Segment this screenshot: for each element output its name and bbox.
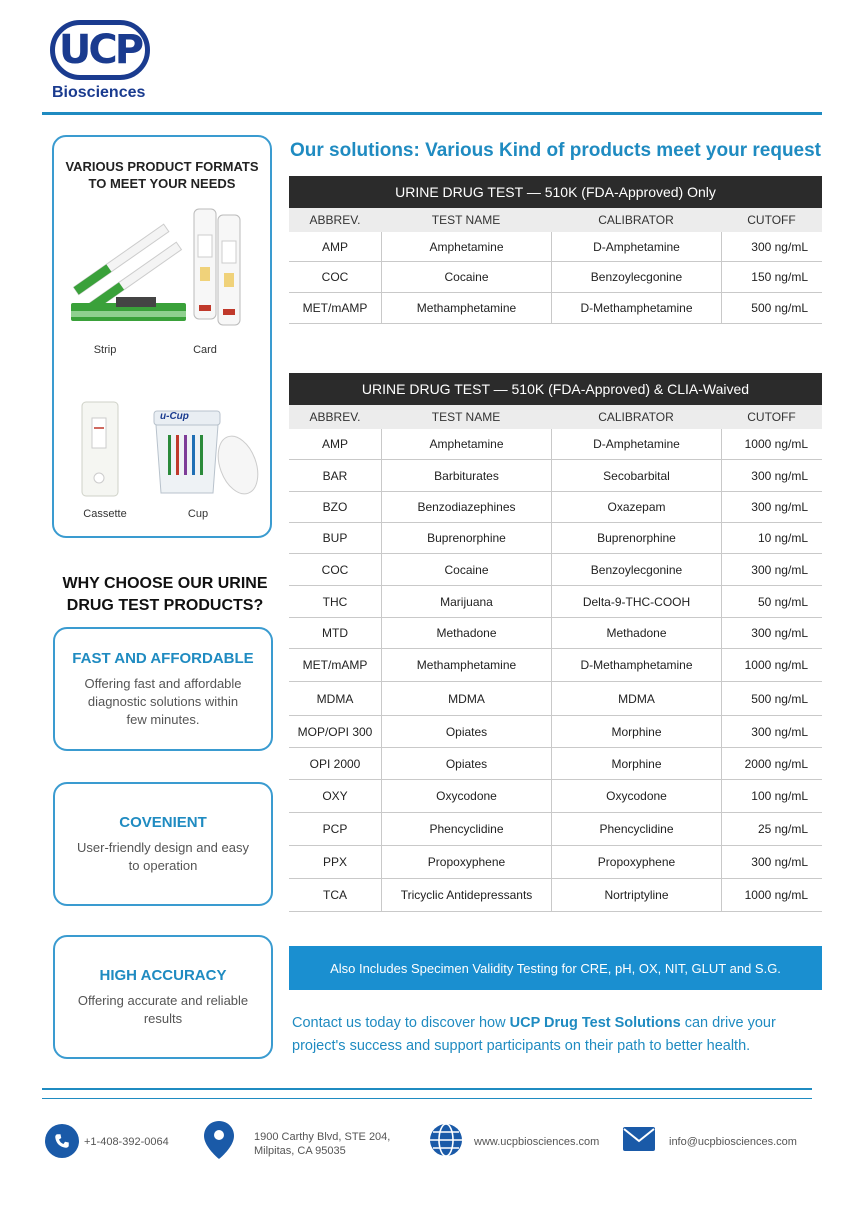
cell-calibrator: D-Amphetamine [551, 429, 721, 459]
logo-mark-text: UCP [58, 27, 142, 73]
cell-test-name: Marijuana [381, 586, 551, 617]
cell-abbrev: COC [321, 270, 349, 284]
table-row [289, 523, 822, 554]
logo-subtitle: Biosciences [52, 84, 146, 101]
table-row [289, 780, 822, 813]
footer-rule [42, 1088, 812, 1090]
footer-phone[interactable]: +1-408-392-0064 [84, 1136, 169, 1148]
cell-cutoff: 100 ng/mL [721, 780, 822, 812]
footer-email[interactable]: info@ucpbiosciences.com [669, 1136, 797, 1148]
feature-text: Offering accurate and reliable results [77, 992, 249, 1026]
cell-cutoff: 1000 ng/mL [721, 649, 822, 681]
cell-test-name: MDMA [381, 682, 551, 715]
cell-calibrator: Morphine [551, 716, 721, 747]
feature-card-accuracy [53, 935, 273, 1059]
cell-cutoff: 10 ng/mL [721, 523, 822, 553]
cell-cutoff: 25 ng/mL [721, 813, 822, 845]
table-row [289, 846, 822, 879]
table-row [289, 293, 822, 324]
cell-abbrev: BAR [322, 468, 348, 483]
cell-calibrator: Buprenorphine [551, 523, 721, 553]
table-body [289, 232, 822, 324]
cell-abbrev: MET/mAMP [302, 301, 368, 315]
location-icon [202, 1120, 236, 1165]
cell-test-name: Amphetamine [381, 429, 551, 459]
globe-icon [428, 1122, 464, 1163]
cell-abbrev: PPX [322, 855, 347, 869]
cell-cutoff: 300 ng/mL [721, 492, 822, 522]
cell-test-name: Barbiturates [381, 460, 551, 491]
table-row [289, 813, 822, 846]
table-row [289, 554, 822, 586]
formats-title-line1: VARIOUS PRODUCT FORMATS [65, 159, 259, 174]
cell-abbrev: COC [321, 562, 349, 577]
table-row [289, 429, 822, 460]
table-510k-clia [289, 373, 822, 912]
cell-test-name: Cocaine [381, 262, 551, 292]
phone-icon [45, 1124, 79, 1158]
table-row [289, 618, 822, 649]
cell-test-name: Tricyclic Antidepressants [381, 879, 551, 911]
table-row [289, 748, 822, 780]
cell-calibrator: Oxycodone [551, 780, 721, 812]
feature-title: HIGH ACCURACY [99, 966, 227, 984]
col-calibrator: CALIBRATOR [598, 410, 674, 424]
col-abbrev: ABBREV. [309, 213, 361, 227]
table-row [289, 586, 822, 618]
cell-cutoff: 300 ng/mL [721, 460, 822, 491]
cell-abbrev: MDMA [316, 691, 354, 706]
cell-calibrator: Benzoylecgonine [551, 262, 721, 292]
solutions-title: Our solutions: Various Kind of products meet your request [290, 140, 822, 161]
feature-text: Offering fast and affordable diagnostic solutions within few minutes. [84, 675, 242, 727]
table-row [289, 460, 822, 492]
why-choose-heading [40, 573, 290, 617]
strip-image [66, 215, 191, 330]
cell-abbrev: AMP [321, 437, 348, 451]
col-abbrev: ABBREV. [309, 410, 361, 424]
cell-abbrev: PCP [322, 822, 348, 836]
cell-cutoff: 300 ng/mL [721, 232, 822, 261]
table-row [289, 879, 822, 912]
cell-cutoff: 300 ng/mL [721, 846, 822, 878]
feature-card-fast [53, 627, 273, 751]
cell-abbrev: TCA [323, 888, 347, 902]
cell-test-name: Propoxyphene [381, 846, 551, 878]
product-formats-title [52, 158, 272, 192]
cell-calibrator: Propoxyphene [551, 846, 721, 878]
table-title: URINE DRUG TEST — 510K (FDA-Approved) Only [289, 176, 822, 208]
col-test-name: TEST NAME [431, 410, 501, 424]
table-row [289, 492, 822, 523]
strip-label: Strip [93, 344, 117, 356]
cell-test-name: Methamphetamine [381, 293, 551, 323]
cell-test-name: Benzodiazephines [381, 492, 551, 522]
cell-abbrev: MOP/OPI 300 [297, 724, 373, 739]
col-test-name: TEST NAME [431, 213, 501, 227]
feature-text: User-friendly design and easy to operation [77, 839, 249, 873]
table-body [289, 429, 822, 912]
cell-calibrator: Nortriptyline [551, 879, 721, 911]
card-label: Card [193, 344, 217, 356]
cell-calibrator: Delta-9-THC-COOH [551, 586, 721, 617]
contact-paragraph [292, 1012, 822, 1058]
ucp-logo [50, 20, 150, 80]
cell-cutoff: 500 ng/mL [721, 293, 822, 323]
footer-website[interactable]: www.ucpbiosciences.com [474, 1136, 600, 1148]
cell-calibrator: Secobarbital [551, 460, 721, 491]
column-headers [289, 405, 822, 429]
cell-test-name: Methamphetamine [381, 649, 551, 681]
footer-rule-thin [42, 1098, 812, 1099]
col-calibrator: CALIBRATOR [598, 213, 674, 227]
cell-calibrator: Oxazepam [551, 492, 721, 522]
cell-abbrev: MET/mAMP [302, 658, 368, 672]
cell-test-name: Opiates [381, 748, 551, 779]
cell-cutoff: 1000 ng/mL [721, 879, 822, 911]
cup-label: Cup [187, 508, 209, 520]
cell-cutoff: 1000 ng/mL [721, 429, 822, 459]
address-line2: Milpitas, CA 95035 [254, 1145, 346, 1157]
table-row [289, 232, 822, 262]
cell-cutoff: 150 ng/mL [721, 262, 822, 292]
cassette-image [80, 400, 120, 498]
cell-calibrator: D-Methamphetamine [551, 293, 721, 323]
cell-abbrev: BUP [322, 531, 348, 545]
table-row [289, 262, 822, 293]
cell-test-name: Opiates [381, 716, 551, 747]
cell-calibrator: D-Amphetamine [551, 232, 721, 261]
card-image [188, 205, 253, 330]
column-headers [289, 208, 822, 232]
cell-calibrator: Benzoylecgonine [551, 554, 721, 585]
contact-text-pre: Contact us today to discover how [292, 1015, 510, 1031]
footer-address [254, 1130, 390, 1158]
table-row [289, 682, 822, 716]
cell-cutoff: 50 ng/mL [721, 586, 822, 617]
cell-abbrev: AMP [321, 239, 348, 254]
cell-test-name: Cocaine [381, 554, 551, 585]
table-title: URINE DRUG TEST — 510K (FDA-Approved) & CLIA-Waived [289, 373, 822, 405]
cassette-label: Cassette [83, 508, 127, 520]
table-row [289, 716, 822, 748]
cell-test-name: Buprenorphine [381, 523, 551, 553]
cell-abbrev: OPI 2000 [309, 756, 361, 771]
email-icon [622, 1126, 656, 1157]
cell-cutoff: 300 ng/mL [721, 716, 822, 747]
cell-cutoff: 300 ng/mL [721, 618, 822, 648]
cell-abbrev: MTD [322, 626, 348, 640]
cell-cutoff: 300 ng/mL [721, 554, 822, 585]
header-rule [42, 112, 822, 115]
cell-abbrev: THC [322, 594, 348, 609]
col-cutoff: CUTOFF [747, 410, 796, 424]
cell-test-name: Amphetamine [381, 232, 551, 261]
cell-abbrev: BZO [322, 500, 348, 514]
feature-title: COVENIENT [119, 813, 207, 831]
contact-text-bold: UCP Drug Test Solutions [509, 1015, 681, 1031]
why-line1: WHY CHOOSE OUR URINE [62, 575, 268, 592]
cell-calibrator: Morphine [551, 748, 721, 779]
cell-cutoff: 500 ng/mL [721, 682, 822, 715]
table-row [289, 649, 822, 682]
cup-brand-text: u-Cup [160, 411, 189, 422]
cell-calibrator: D-Methamphetamine [551, 649, 721, 681]
cell-cutoff: 2000 ng/mL [721, 748, 822, 779]
formats-title-line2: TO MEET YOUR NEEDS [88, 176, 236, 191]
cell-calibrator: Phencyclidine [551, 813, 721, 845]
validity-banner: Also Includes Specimen Validity Testing for CRE, pH, OX, NIT, GLUT and S.G. [289, 946, 822, 990]
feature-card-convenient [53, 782, 273, 906]
cell-abbrev: OXY [322, 789, 348, 803]
cell-calibrator: MDMA [551, 682, 721, 715]
cell-calibrator: Methadone [551, 618, 721, 648]
why-line2: DRUG TEST PRODUCTS? [66, 597, 264, 614]
cell-test-name: Methadone [381, 618, 551, 648]
address-line1: 1900 Carthy Blvd, STE 204, [254, 1131, 391, 1143]
cell-test-name: Phencyclidine [381, 813, 551, 845]
feature-title: FAST AND AFFORDABLE [72, 649, 254, 667]
table-510k-only [289, 176, 822, 324]
cell-test-name: Oxycodone [381, 780, 551, 812]
col-cutoff: CUTOFF [747, 213, 796, 227]
contact-text-post: can drive your project's success and support participants on their path to better health. [292, 1015, 776, 1054]
